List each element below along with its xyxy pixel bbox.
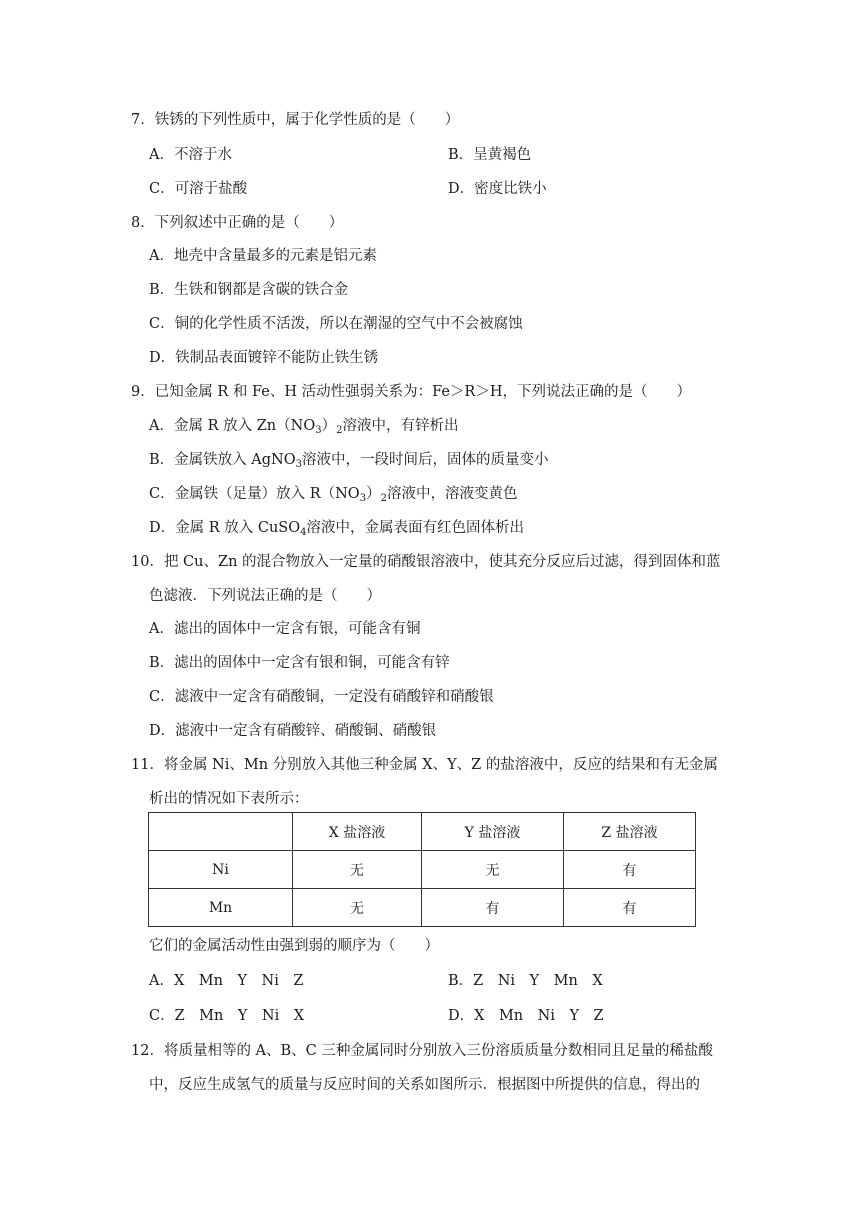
q8-option-c: C．铜的化学性质不活泼，所以在潮湿的空气中不会被腐蚀 [149, 316, 523, 332]
table-header-cell: X 盐溶液 [293, 813, 422, 851]
table-header-row [149, 813, 696, 851]
table-row [149, 851, 696, 889]
q8-option-d: D．铁制品表面镀锌不能防止铁生锈 [149, 350, 379, 366]
q10-option-b: B．滤出的固体中一定含有银和铜，可能含有锌 [149, 655, 450, 671]
q7-option-b: B．呈黄褐色 [448, 147, 532, 163]
q11-option-d: D．X Mn Ni Y Z [448, 1008, 604, 1024]
table-header-cell: Y 盐溶液 [422, 813, 564, 851]
q10-stem-line1: 10．把 Cu、Zn 的混合物放入一定量的硝酸银溶液中，使其充分反应后过滤，得到固体和蓝 [131, 554, 721, 570]
table-cell: Ni [149, 851, 293, 889]
q11-stem-line1: 11．将金属 Ni、Mn 分别放入其他三种金属 X、Y、Z 的盐溶液中，反应的结果和有无金属 [131, 757, 718, 773]
table-cell: 无 [422, 851, 564, 889]
table-cell: Mn [149, 889, 293, 927]
q8-option-a: A．地壳中含量最多的元素是铝元素 [149, 248, 377, 264]
q11-stem-line2: 析出的情况如下表所示： [149, 791, 309, 807]
q10-option-a: A．滤出的固体中一定含有银，可能含有铜 [149, 621, 421, 637]
q12-stem-line1: 12．将质量相等的 A、B、C 三种金属同时分别放入三份溶质质量分数相同且足量的稀盐酸 [131, 1043, 713, 1059]
table-cell: 无 [293, 889, 422, 927]
q7-option-a: A．不溶于水 [149, 147, 232, 163]
table-cell: 有 [564, 889, 696, 927]
q10-stem-line2: 色滤液．下列说法正确的是（ ） [149, 588, 381, 604]
results-table [148, 812, 696, 927]
q12-stem-line2: 中，反应生成氢气的质量与反应时间的关系如图所示．根据图中所提供的信息，得出的 [149, 1077, 700, 1093]
q7-option-c: C．可溶于盐酸 [149, 181, 248, 197]
table-cell: 有 [422, 889, 564, 927]
q10-option-c: C．滤液中一定含有硝酸铜，一定没有硝酸锌和硝酸银 [149, 689, 494, 705]
q9-option-d: D．金属 R 放入 CuSO$_4$溶液中，金属表面有红色固体析出 [149, 520, 524, 538]
q7-option-d: D．密度比铁小 [448, 181, 547, 197]
table-cell: 无 [293, 851, 422, 889]
table-cell: 有 [564, 851, 696, 889]
q9-option-b: B．金属铁放入 AgNO$_3$溶液中，一段时间后，固体的质量变小 [149, 452, 549, 470]
q8-option-b: B．生铁和钢都是含碳的铁合金 [149, 282, 349, 298]
q11-option-b: B．Z Ni Y Mn X [448, 973, 603, 989]
table-header-cell: Z 盐溶液 [564, 813, 696, 851]
q11-after-table: 它们的金属活动性由强到弱的顺序为（ ） [149, 938, 439, 954]
q7-stem: 7．铁锈的下列性质中，属于化学性质的是（ ） [131, 112, 460, 128]
q9-option-c: C．金属铁（足量）放入 $R(NO_3)_2$溶液中，溶液变黄色 [149, 486, 518, 504]
q9-stem: 9．已知金属 R 和 Fe、H 活动性强弱关系为：Fe＞R＞H，下列说法正确的是（ ） [131, 384, 691, 400]
q11-option-c: C．Z Mn Y Ni X [149, 1008, 305, 1024]
q10-option-d: D．滤液中一定含有硝酸锌、硝酸铜、硝酸银 [149, 723, 437, 739]
q9-option-a: A．金属 R 放入 $Zn(NO_3)_2$溶液中，有锌析出 [149, 418, 459, 436]
q8-stem: 8．下列叙述中正确的是（ ） [131, 215, 344, 231]
table-header-cell [149, 813, 293, 851]
q11-option-a: A．X Mn Y Ni Z [149, 973, 304, 989]
table-row [149, 889, 696, 927]
